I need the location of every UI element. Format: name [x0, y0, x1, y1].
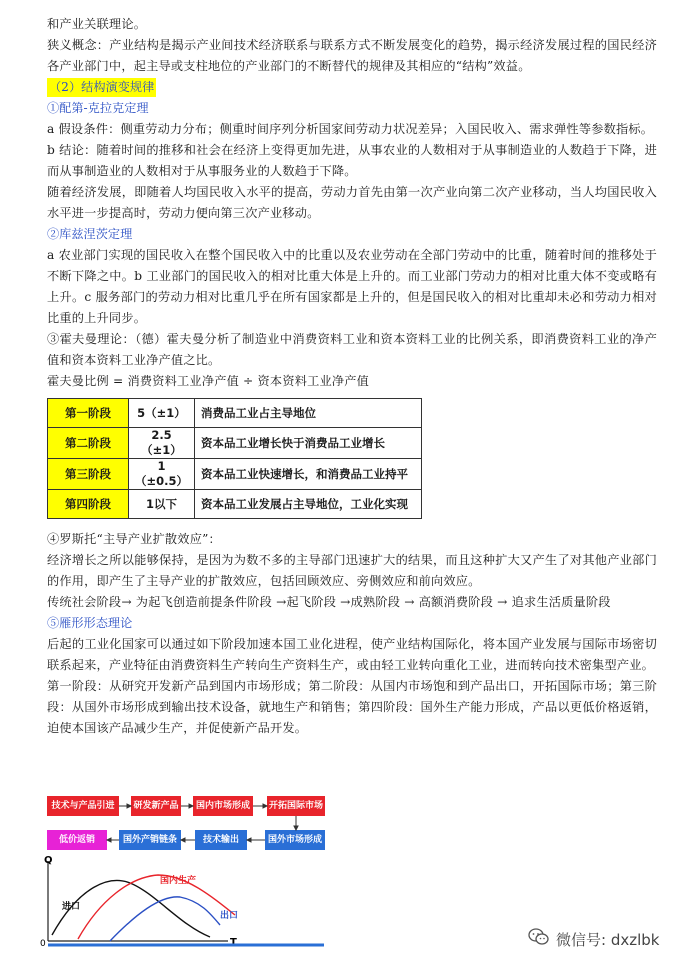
watermark-text: 微信号: dxzlbk [556, 930, 660, 949]
curve-label-import: 进口 [62, 902, 81, 912]
axis-origin: 0 [40, 939, 46, 947]
import-domestic-export-curves [40, 855, 330, 947]
description-cell: 资本品工业快速增长，和消费品工业持平 [195, 459, 422, 490]
flow-box-rd: 研发新产品 [131, 796, 181, 816]
flow-box-tech-import: 技术与产品引进 [47, 796, 119, 816]
subheading: ②库兹涅茨定理 [47, 227, 133, 241]
paragraph: b 结论：随着时间的推移和社会在经济上变得更加先进，从事农业的人数相对于从事制造业的人数趋于下降，进而从事制造业的人数相对于从事服务业的人数趋于下降。 [47, 143, 657, 178]
flow-box-domestic-market: 国内市场形成 [193, 796, 253, 816]
description-cell: 消费品工业占主导地位 [195, 399, 422, 428]
flow-box-intl-market: 开拓国际市场 [267, 796, 325, 816]
document-body [47, 0, 657, 739]
flying-geese-flow-diagram [47, 796, 327, 856]
curve-label-domestic: 国内生产 [160, 876, 197, 886]
flow-box-overseas-chain: 国外产销链条 [119, 830, 181, 850]
stage-cell: 第二阶段 [48, 428, 129, 459]
description-cell: 资本品工业发展占主导地位，工业化实现 [195, 490, 422, 519]
wechat-icon [528, 928, 550, 950]
subheading: ⑤雁形形态理论 [47, 616, 133, 630]
ratio-cell: 2.5（±1） [129, 428, 195, 459]
ratio-cell: 5（±1） [129, 399, 195, 428]
stage-row [48, 428, 422, 459]
subheading: ①配第-克拉克定理 [47, 101, 149, 115]
paragraph: 狭义概念：产业结构是揭示产业间技术经济联系与联系方式不断发展变化的趋势，揭示经济发展过程的国民经济各产业部门中，起主导或支柱地位的产业部门的不断替代的规律及其相应的“结构”效益。 [47, 38, 657, 73]
paragraph: 第一阶段：从研究开发新产品到国内市场形成；第二阶段：从国内市场饱和到产品出口，开拓国际市场；第三阶段：从国外市场形成到输出技术设备，就地生产和销售；第四阶段：国外生产能力形成，产品以更低价格返销，迫使本国该产品减少生产，并促使新产品开发。 [47, 679, 657, 735]
flow-box-reimport: 低价返销 [47, 830, 107, 850]
paragraph: a 假设条件：侧重劳动力分布；侧重时间序列分析国家间劳动力状况差异；入国民收入、需求弹性等参数指标。 [47, 122, 654, 136]
axis-label-q: Q [44, 855, 53, 866]
hoffmann-stage-table [47, 398, 422, 519]
ratio-cell: 1（±0.5） [129, 459, 195, 490]
paragraph: 后起的工业化国家可以通过如下阶段加速本国工业化进程，使产业结构国际化，将本国产业发展与国际市场密切联系起来，产业特征由消费资料生产转向生产资料生产，或由轻工业转向重化工业，进而转向技术密集型产业。 [47, 637, 657, 672]
stage-cell: 第三阶段 [48, 459, 129, 490]
stage-row [48, 459, 422, 490]
section-heading [47, 77, 657, 98]
flow-box-overseas-market: 国外市场形成 [265, 830, 325, 850]
stage-row [48, 399, 422, 428]
stage-row [48, 490, 422, 519]
axis-label-t: T [230, 937, 237, 947]
section-heading-text: （2）结构演变规律 [47, 78, 156, 97]
curve-label-export: 出口 [220, 911, 239, 921]
paragraph: a 农业部门实现的国民收入在整个国民收入中的比重以及农业劳动在全部门劳动中的比重，随着时间的推移处于不断下降之中。b 工业部门的国民收入的相对比重大体是上升的。而工业部门劳动力的相对比重大体不变或略有上升。c 服务部门的劳动力相对比重几乎在所有国家都是上升的，但是国民收入的相对比重却未必和劳动力相对比重的上升同步。 [47, 248, 657, 325]
stage-cell: 第一阶段 [48, 399, 129, 428]
stage-cell: 第四阶段 [48, 490, 129, 519]
paragraph: 经济增长之所以能够保持，是因为为数不多的主导部门迅速扩大的结果，而且这种扩大又产生了对其他产业部门的作用，即产生了主导产业的扩散效应，包括回顾效应、旁侧效应和前向效应。 [47, 553, 657, 588]
watermark [528, 928, 659, 950]
paragraph: 传统社会阶段→ 为起飞创造前提条件阶段 →起飞阶段 →成熟阶段 → 高额消费阶段 → 追求生活质量阶段 [47, 595, 611, 609]
formula: 霍夫曼比例 = 消费资料工业净产值 ÷ 资本资料工业净产值 [47, 374, 370, 388]
paragraph: ③霍夫曼理论：（德）霍夫曼分析了制造业中消费资料工业和资本资料工业的比例关系，即消费资料工业的净产值和资本资料工业净产值之比。 [47, 332, 657, 367]
paragraph: ④罗斯托“主导产业扩散效应”： [47, 532, 221, 546]
paragraph: 和产业关联理论。 [47, 17, 147, 31]
ratio-cell: 1以下 [129, 490, 195, 519]
curve-domestic [78, 875, 235, 939]
paragraph: 随着经济发展，即随着人均国民收入水平的提高，劳动力首先由第一次产业向第二次产业移动，当人均国民收入水平进一步提高时，劳动力便向第三次产业移动。 [47, 185, 657, 220]
description-cell: 资本品工业增长快于消费品工业增长 [195, 428, 422, 459]
flow-arrows [47, 796, 327, 856]
flow-box-tech-export: 技术输出 [195, 830, 247, 850]
